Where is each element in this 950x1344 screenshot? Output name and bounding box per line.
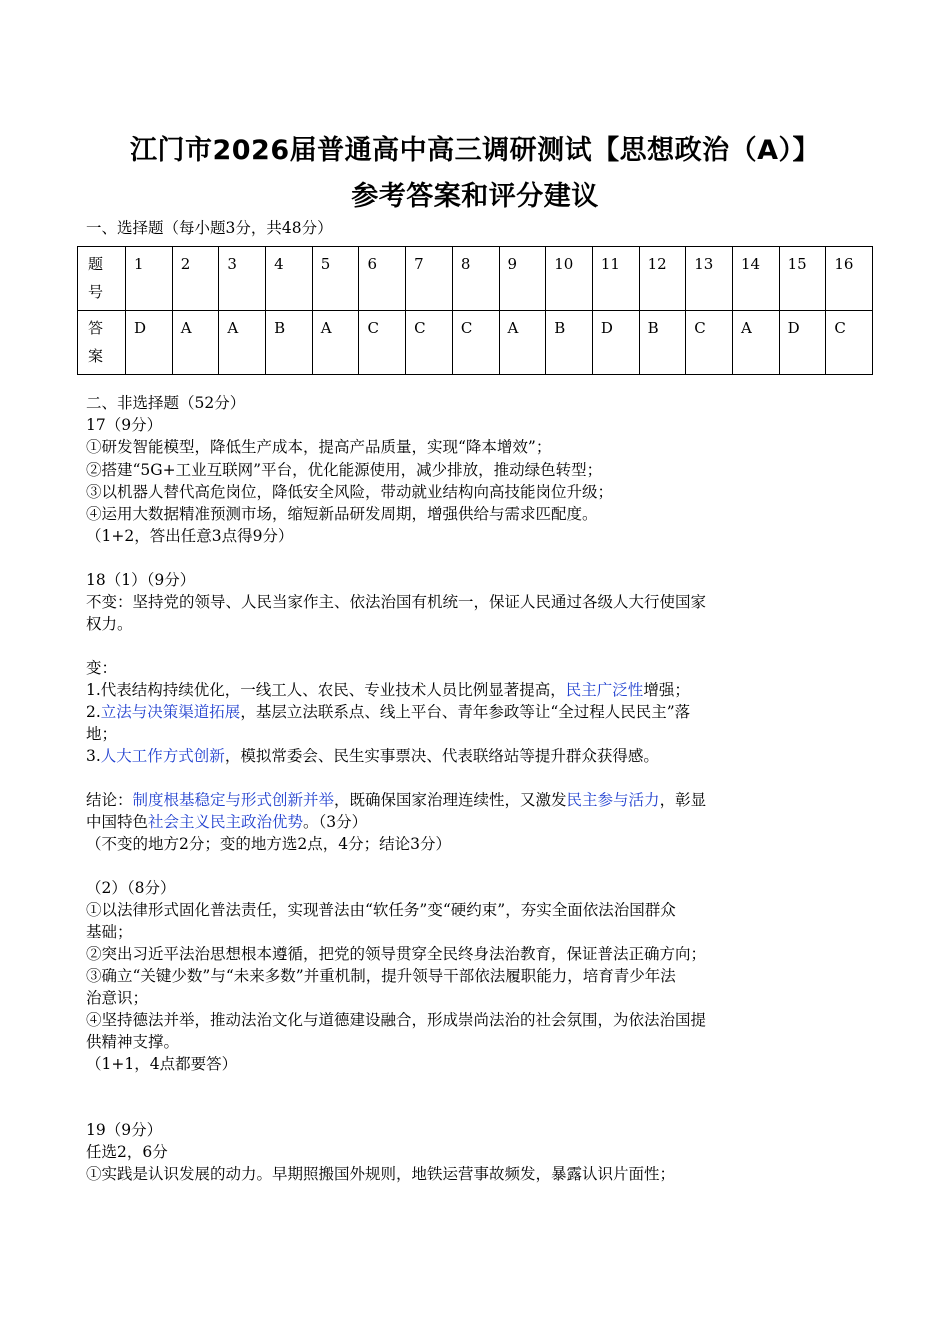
table-cell: 5 [312,247,359,311]
table-row-numbers [78,247,873,311]
text: ，彰显 [659,791,707,809]
q18-sub2-point-4: ④坚持德法并举，推动法治文化与道德建设融合，形成崇尚法治的社会氛围，为依法治国提 [86,1011,707,1029]
table-cell: 7 [406,247,453,311]
table-cell: 12 [639,247,686,311]
q18-change-2-cont: 地； [86,725,118,743]
q19-point-1: ①实践是认识发展的动力。早期照搬国外规则，地铁运营事故频发，暴露认识片面性； [86,1165,676,1183]
q18-scoring-note: （不变的地方2分；变的地方选2点，4分；结论3分） [86,835,451,853]
q18-change-2 [86,702,690,722]
highlight-text: 民主参与活力 [566,791,660,809]
q18-sub2-point-3: ③确立“关键少数”与“未来多数”并重机制，提升领导干部依法履职能力，培育青少年法 [86,967,676,985]
q19-heading: 19（9分） [86,1121,163,1139]
header-char: 答 [88,319,104,337]
header-char: 案 [88,347,104,365]
q18-change-3 [86,746,659,766]
text: ，基层立法联系点、线上平台、青年参政等让“全过程人民民主”落 [240,703,691,721]
header-char: 题 [88,255,104,273]
highlight-text: 社会主义民主政治优势 [148,813,304,831]
highlight-text: 制度根基稳定与形式创新并举 [132,791,335,809]
q18-sub2-point-3-cont: 治意识； [86,989,149,1007]
q18-change-1 [86,680,690,700]
table-cell: B [266,311,313,375]
table-cell: 11 [592,247,639,311]
answer-table [77,246,873,375]
table-cell: 3 [219,247,266,311]
text: 3. [86,747,101,765]
q17-heading: 17（9分） [86,416,163,434]
table-cell: 10 [546,247,593,311]
section-choice-heading: 一、选择题（每小题3分，共48分） [86,219,333,237]
q18-invariant-line-2: 权力。 [86,615,133,633]
table-cell: B [639,311,686,375]
table-row-answers [78,311,873,375]
text: 1.代表结构持续优化，一线工人、农民、专业技术人员比例显著提高， [86,681,566,699]
title-line-1: 江门市2026届普通高中高三调研测试【思想政治（A）】 [129,135,821,166]
text: 。（3分） [303,813,368,831]
section-nonchoice-heading: 二、非选择题（52分） [86,394,246,412]
table-cell: C [686,311,733,375]
q18-invariant-line-1: 不变：坚持党的领导、人民当家作主、依法治国有机统一，保证人民通过各级人大行使国家 [86,593,707,611]
text: 2. [86,703,101,721]
table-cell: A [732,311,779,375]
table-cell: 15 [779,247,826,311]
table-cell: C [359,311,406,375]
highlight-text: 人大工作方式创新 [100,747,225,765]
q17-point-2: ②搭建“5G+工业互联网”平台，优化能源使用，减少排放，推动绿色转型； [86,461,603,479]
table-cell: D [126,311,173,375]
table-cell: 1 [126,247,173,311]
table-cell: A [499,311,546,375]
q18-sub2-point-2: ②突出习近平法治思想根本遵循，把党的领导贯穿全民终身法治教育，保证普法正确方向； [86,945,707,963]
q18-sub2-heading: （2）（8分） [86,879,176,897]
table-cell: 9 [499,247,546,311]
q18-conclusion-2 [86,812,367,832]
table-cell: 13 [686,247,733,311]
table-cell: D [779,311,826,375]
q19-pick-note: 任选2，6分 [86,1143,168,1161]
table-cell: A [172,311,219,375]
table-header-answer [78,311,126,375]
table-cell: D [592,311,639,375]
table-cell: 16 [826,247,873,311]
q18-sub2-scoring-note: （1+1，4点都要答） [86,1055,238,1073]
q18-sub2-point-1: ①以法律形式固化普法责任，实现普法由“软任务”变“硬约束”，夯实全面依法治国群众 [86,901,676,919]
table-cell: A [219,311,266,375]
table-cell: 2 [172,247,219,311]
q18-heading: 18（1）（9分） [86,571,196,589]
title-line-2: 参考答案和评分建议 [351,181,599,212]
q17-point-3: ③以机器人替代高危岗位，降低安全风险，带动就业结构向高技能岗位升级； [86,483,614,501]
table-cell: 14 [732,247,779,311]
text: ，既确保国家治理连续性，又激发 [334,791,567,809]
text: 结论： [86,791,133,809]
q18-sub2-point-4-cont: 供精神支撑。 [86,1033,180,1051]
table-cell: C [452,311,499,375]
table-header-number [78,247,126,311]
header-char: 号 [88,283,104,301]
q18-sub2-point-1-cont: 基础； [86,923,133,941]
q18-conclusion-1 [86,790,706,810]
q18-change-heading: 变： [86,659,118,677]
text: 增强； [643,681,690,699]
q17-scoring-note: （1+2，答出任意3点得9分） [86,527,294,545]
highlight-text: 立法与决策渠道拓展 [100,703,241,721]
table-cell: 4 [266,247,313,311]
table-cell: 6 [359,247,406,311]
highlight-text: 民主广泛性 [565,681,644,699]
table-cell: C [406,311,453,375]
q17-point-4: ④运用大数据精准预测市场，缩短新品研发周期，增强供给与需求匹配度。 [86,505,598,523]
table-cell: A [312,311,359,375]
q17-point-1: ①研发智能模型，降低生产成本，提高产品质量，实现“降本增效”； [86,438,552,456]
text: 中国特色 [86,813,149,831]
table-cell: 8 [452,247,499,311]
table-cell: B [546,311,593,375]
text: ，模拟常委会、民生实事票决、代表联络站等提升群众获得感。 [224,747,659,765]
table-cell: C [826,311,873,375]
